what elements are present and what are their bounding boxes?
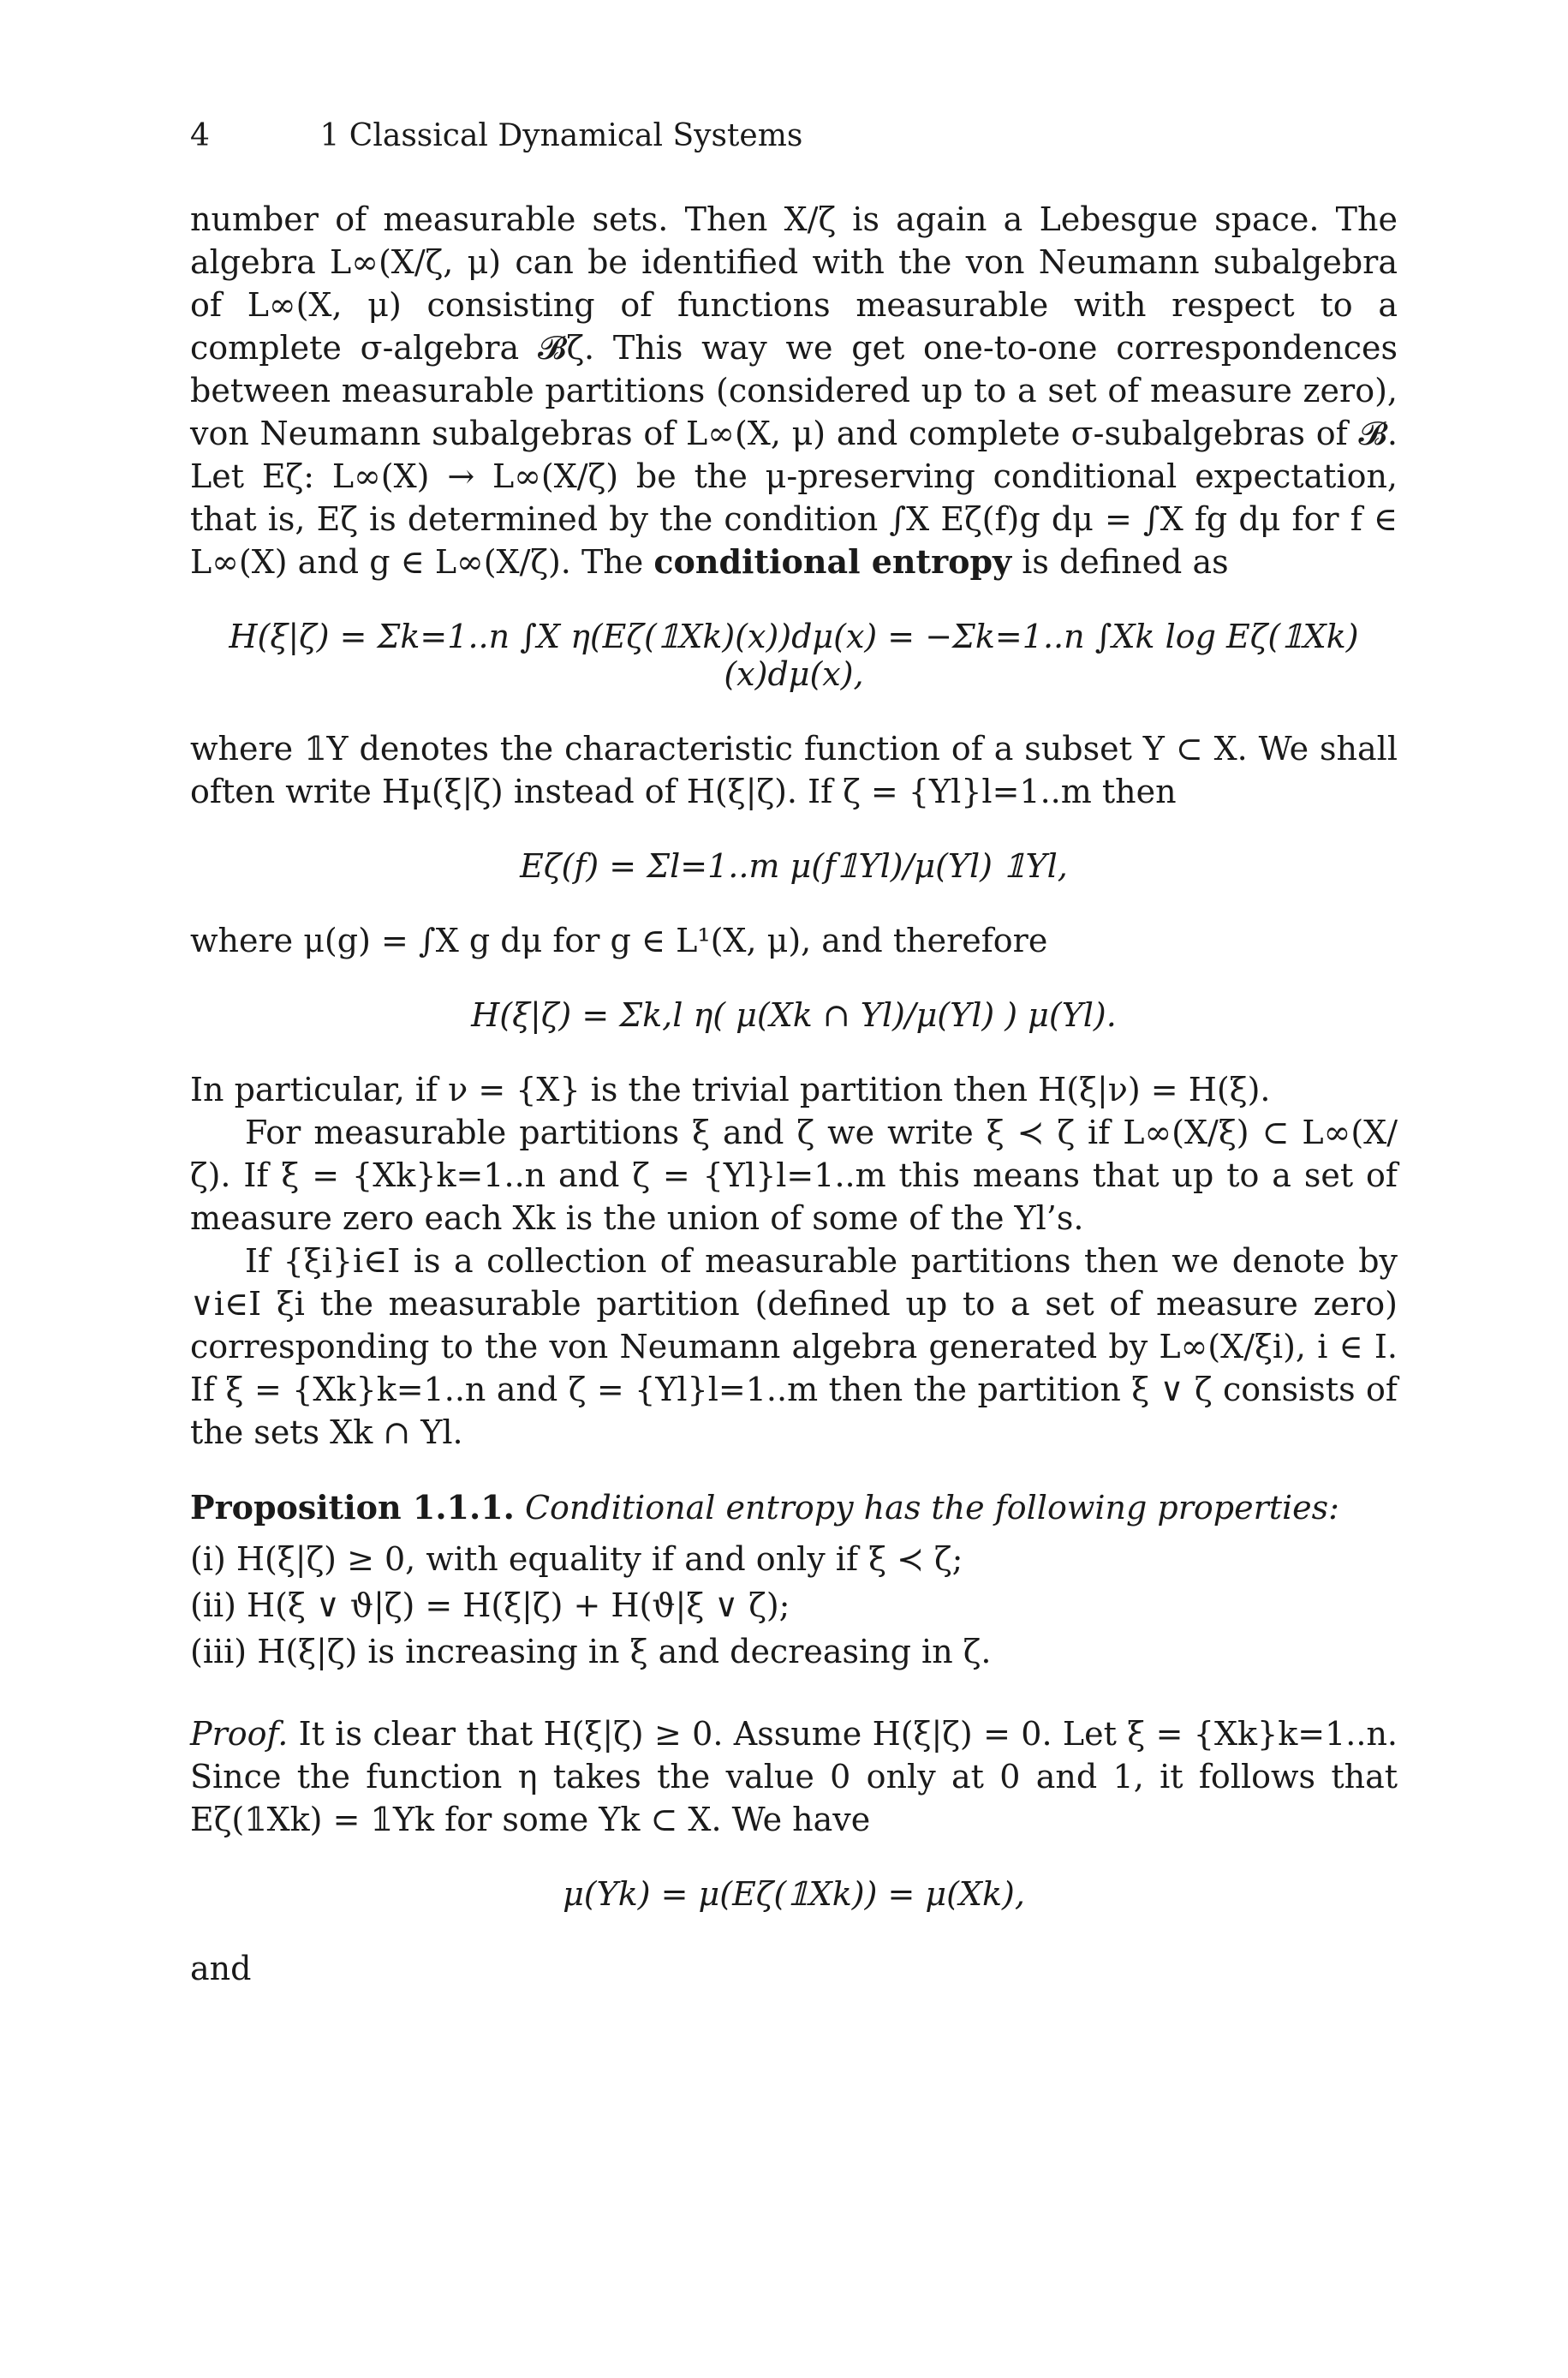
paragraph-5: For measurable partitions ξ and ζ we write ξ ≺ ζ if L∞(X/ξ) ⊂ L∞(X/ζ). If ξ = {Xk}k=1..n and ζ = {Yl}l=1..m this means that up to a set of measure zero each Xk is the union of some of the Yl’s. <box>190 1114 1398 1237</box>
page <box>190 118 1398 1990</box>
paragraph-4: In particular, if ν = {X} is the trivial partition then H(ξ|ν) = H(ξ). <box>190 1071 1271 1108</box>
paragraph-1-tail: is defined as <box>1011 543 1229 581</box>
paragraph-1 <box>190 198 1398 583</box>
paragraph-6: If {ξi}i∈I is a collection of measurable partitions then we denote by ∨i∈I ξi the measurable partition (defined up to a set of measure zero) corresponding to the von Neumann algebra generated by L∞(X/ξi), i ∈ I. If ξ = {Xk}k=1..n and ζ = {Yl}l=1..m then the partition ξ ∨ ζ consists of the sets Xk ∩ Yl. <box>190 1242 1398 1451</box>
proposition-label: Proposition 1.1.1. <box>190 1488 515 1527</box>
equation-conditional-entropy: H(ξ|ζ) = Σk=1..n ∫X η(Eζ(𝟙Xk)(x))dμ(x) = −Σk=1..n ∫Xk log Eζ(𝟙Xk)(x)dμ(x), <box>229 618 1359 693</box>
paragraph-2: where 𝟙Y denotes the characteristic function of a subset Y ⊂ X. We shall often write Hμ(ξ|ζ) instead of H(ξ|ζ). If ζ = {Yl}l=1..m then <box>190 730 1398 810</box>
equation-measure: μ(Yk) = μ(Eζ(𝟙Xk)) = μ(Xk), <box>563 1875 1025 1913</box>
proof-text: It is clear that H(ξ|ζ) ≥ 0. Assume H(ξ|ζ) = 0. Let ξ = {Xk}k=1..n. Since the function η takes the value 0 only at 0 and 1, it follows that Eζ(𝟙Xk) = 𝟙Yk for some Yk ⊂ X. We have <box>190 1715 1398 1838</box>
property-item: (i) H(ξ|ζ) ≥ 0, with equality if and only if ξ ≺ ζ; <box>190 1540 963 1578</box>
equation-entropy-sum: H(ξ|ζ) = Σk,l η( μ(Xk ∩ Yl)/μ(Yl) ) μ(Yl). <box>471 996 1117 1034</box>
running-header <box>190 118 1398 153</box>
proposition <box>190 1486 1398 1529</box>
proof-label: Proof. <box>190 1715 289 1753</box>
proof <box>190 1712 1398 1841</box>
proposition-statement: Conditional entropy has the following properties: <box>514 1489 1339 1527</box>
paragraph-3: where μ(g) = ∫X g dμ for g ∈ L¹(X, μ), and therefore <box>190 922 1048 959</box>
term-conditional-entropy: conditional entropy <box>653 542 1012 581</box>
property-item: (iii) H(ξ|ζ) is increasing in ξ and decreasing in ζ. <box>190 1633 992 1670</box>
chapter-title: 1 Classical Dynamical Systems <box>319 118 803 153</box>
property-list <box>190 1536 1398 1675</box>
property-item: (ii) H(ξ ∨ ϑ|ζ) = H(ξ|ζ) + H(ϑ|ξ ∨ ζ); <box>190 1586 790 1624</box>
page-number: 4 <box>190 118 210 153</box>
paragraph-1-text: number of measurable sets. Then X/ζ is again a Lebesgue space. The algebra L∞(X/ζ, μ) can be identified with the von Neumann subalgebra of L∞(X, μ) consisting of functions measurable with respect to a complete σ-algebra 𝓑ζ. This way we get one-to-one correspondences between measurable partitions (considered up to a set of measure zero), von Neumann subalgebras of L∞(X, μ) and complete σ-subalgebras of 𝓑. Let Eζ: L∞(X) → L∞(X/ζ) be the μ-preserving conditional expectation, that is, Eζ is determined by the condition ∫X Eζ(f)g dμ = ∫X fg dμ for f ∈ L∞(X) and g ∈ L∞(X/ζ). The <box>190 200 1398 581</box>
closing-word: and <box>190 1950 252 1987</box>
equation-expectation: Eζ(f) = Σl=1..m μ(f𝟙Yl)/μ(Yl) 𝟙Yl, <box>520 847 1068 885</box>
